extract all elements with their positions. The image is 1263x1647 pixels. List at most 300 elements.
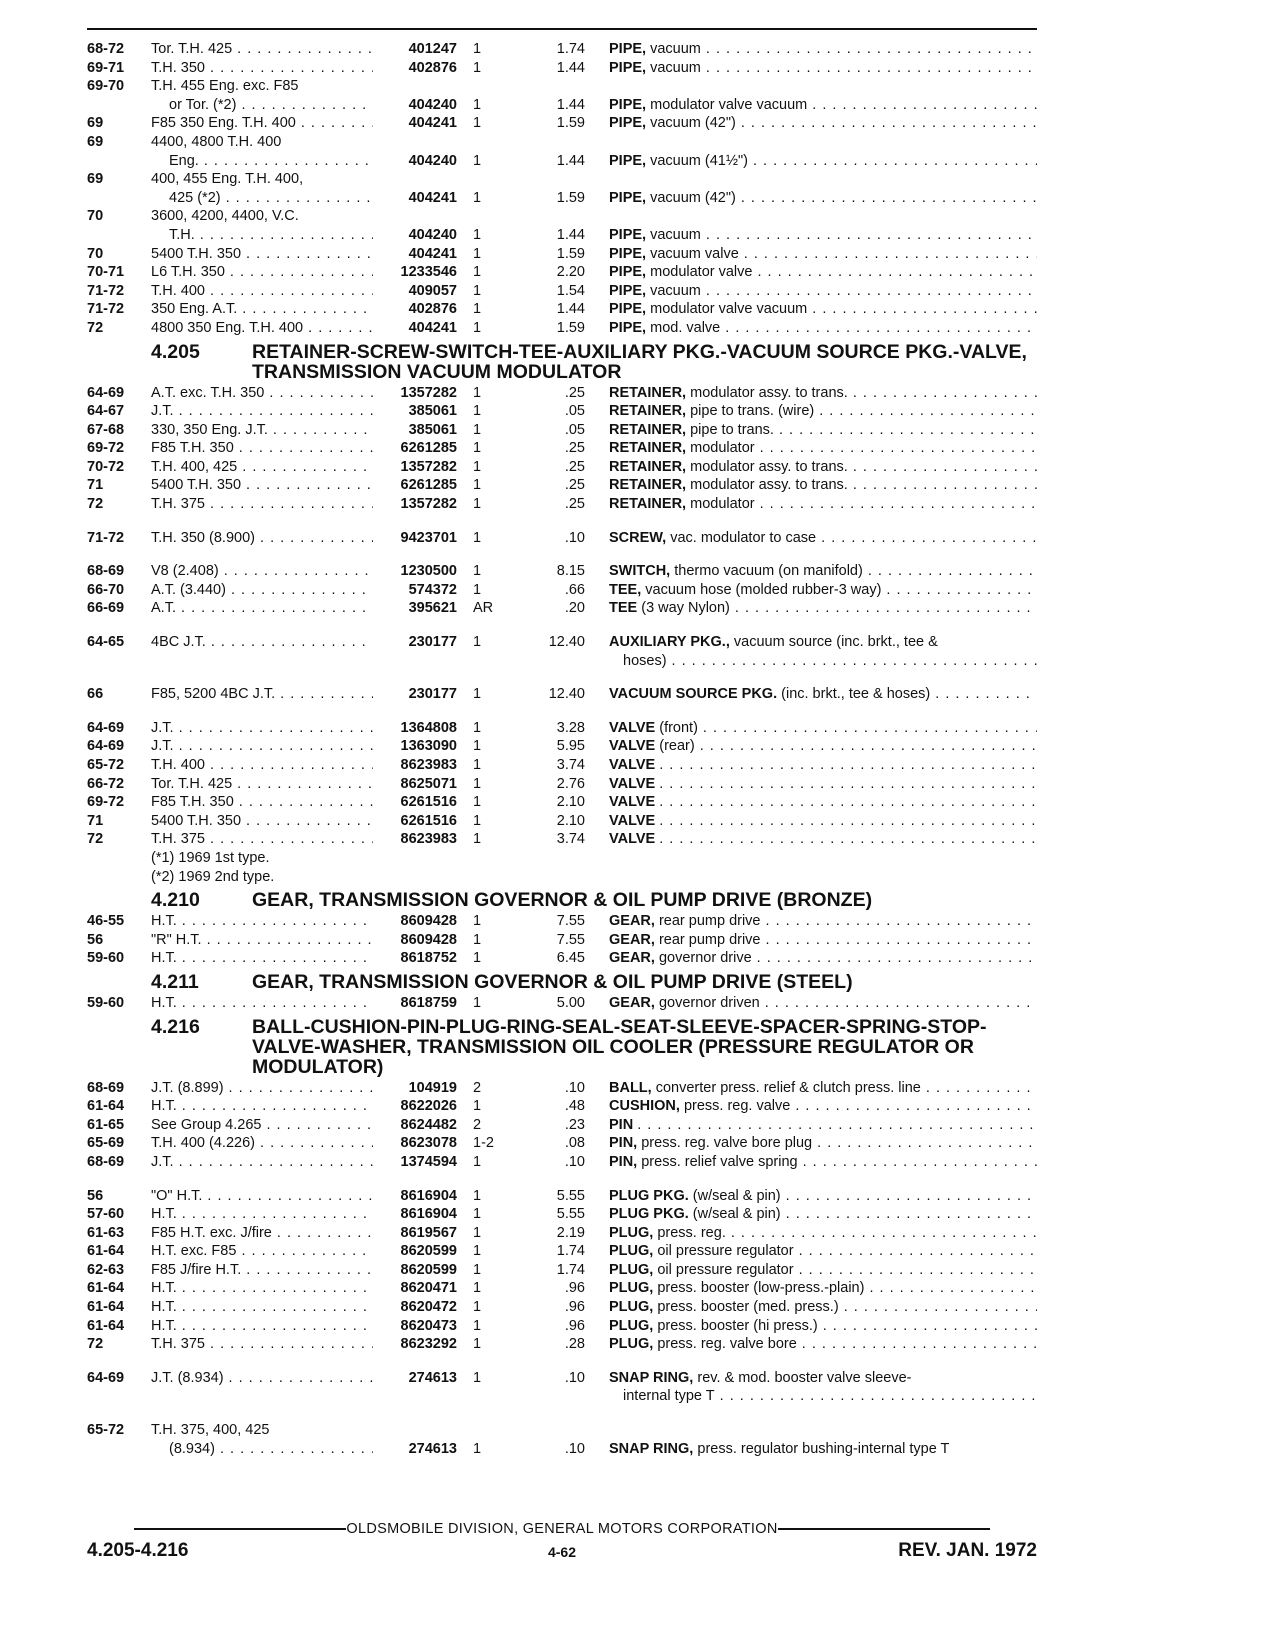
footer-page-number: 4-62 [547,1544,577,1560]
part-name: GEAR, [609,931,655,948]
quantity: 1 [473,757,482,773]
description [609,319,1037,338]
application: T.H. 400 . . . [151,282,373,301]
quantity: 1 [473,1098,482,1115]
price: .25 [564,496,585,513]
part-name: BALL, [609,1079,652,1096]
part-number: 8616904 [400,1206,457,1223]
part-name: RETAINER, [609,496,687,513]
part-number: 404240 [408,226,457,243]
part-row [87,1298,1037,1317]
part-number: 1357282 [400,384,457,401]
model-years: 69-72 [87,440,125,457]
application: F85 J/fire H.T. . . . [151,1261,373,1280]
part-row [87,775,1037,794]
model-years: 72 [87,831,104,848]
description [609,263,1037,282]
description [609,495,1037,514]
part-number: 9423701 [400,529,457,546]
part-row [87,282,1037,301]
part-name: SWITCH, [609,563,671,580]
part-name: RETAINER, [609,384,687,401]
quantity: 1 [473,775,482,792]
price: .25 [564,440,585,457]
part-name: PIN, [609,1135,638,1152]
part-row [87,1242,1037,1261]
part-name: PIPE, [609,226,647,243]
part-name: VALVE [609,719,656,736]
quantity: 1 [473,719,482,736]
part-detail: press. reg. valve bore [657,1336,797,1353]
quantity: 1 [473,1440,482,1457]
price: 8.15 [556,563,585,580]
description [609,529,1037,548]
part-detail: press. reg. valve [683,1098,791,1115]
quantity: 1 [473,264,482,281]
part-detail: modulator assy. to trans. [690,477,848,494]
part-number: 8625071 [400,775,457,792]
part-row [87,633,1037,652]
part-name: TEE [609,600,638,617]
description [609,384,1037,403]
price: .66 [564,581,585,598]
application: "O" H.T. . . . [151,1187,373,1206]
price: 1.44 [556,301,585,318]
part-number: 8616904 [400,1187,457,1204]
quantity: 1-2 [473,1135,494,1152]
part-number: 1363090 [400,738,457,755]
description [609,1279,1037,1298]
part-detail: modulator valve vacuum [650,301,808,318]
price: 3.74 [556,831,585,848]
description [609,562,1037,581]
part-name: PLUG PKG. [609,1206,689,1223]
part-row [87,1369,1037,1388]
part-detail: modulator [690,440,755,457]
part-name: PIN, [609,1153,638,1170]
price: 3.74 [556,757,585,773]
model-years: 72 [87,496,104,513]
quantity: 1 [473,529,482,546]
model-years: 59-60 [87,950,125,967]
quantity: 1 [473,440,482,457]
price: 2.10 [556,812,585,829]
part-detail: governor drive [658,950,752,967]
model-years: 62-63 [87,1261,125,1278]
spacer [87,670,1037,685]
quantity: 1 [473,282,482,299]
part-detail: (w/seal & pin) [692,1206,781,1223]
quantity: 1 [473,831,482,848]
model-years: 68-69 [87,1079,125,1096]
part-name: CUSHION, [609,1098,680,1115]
part-detail: (inc. brkt., tee & hoses) [781,686,931,703]
description [609,1369,1037,1388]
quantity: 1 [473,115,482,132]
footnote-text: (*1) 1969 1st type. [151,849,270,866]
description [609,40,1037,59]
application: A.T. (3.440) . . . [151,581,373,600]
description [609,1097,1037,1116]
part-name: PIPE, [609,319,647,336]
model-years: 66-70 [87,581,125,598]
description [609,96,1037,115]
part-detail: press. booster (med. press.) [657,1299,839,1316]
price: 2.76 [556,775,585,792]
price: .05 [564,421,585,438]
part-detail: press. regulator bushing-internal type T [697,1440,950,1457]
price: .25 [564,477,585,494]
part-number: 1233546 [400,264,457,281]
part-detail: vacuum [650,41,701,57]
model-years: 70 [87,245,104,262]
description [609,458,1037,477]
model-years: 61-64 [87,1243,125,1260]
model-years: 64-69 [87,1369,125,1386]
description [609,737,1037,756]
part-row [87,1279,1037,1298]
spacer [87,1172,1037,1187]
application: J.T. . . . [151,1153,373,1172]
quantity: 1 [473,421,482,438]
part-number: 8618759 [400,994,457,1011]
part-number: 8609428 [400,913,457,930]
model-years: 66 [87,686,104,703]
model-years: 68-69 [87,1153,125,1170]
part-row-continued [87,652,1037,671]
model-years: 68-72 [87,41,125,57]
part-detail: mod. valve [650,319,721,336]
part-row [87,1079,1037,1098]
model-years: 66-72 [87,775,125,792]
description [609,152,1037,171]
quantity: 2 [473,1079,482,1096]
quantity: 1 [473,1280,482,1297]
part-number: 8620472 [400,1299,457,1316]
section-heading [87,1017,1037,1077]
quantity: 1 [473,384,482,401]
part-detail: modulator valve [650,264,753,281]
application: T.H. 400 (4.226) . . . [151,1134,373,1153]
part-detail: oil pressure regulator [657,1261,794,1278]
quantity: 1 [473,59,482,76]
part-number: 8620599 [400,1243,457,1260]
quantity: 1 [473,1336,482,1353]
quantity: 1 [473,812,482,829]
part-number: 404241 [408,115,457,132]
model-years: 69-70 [87,78,125,95]
application: 5400 T.H. 350 . . . [151,812,373,831]
description [609,226,1037,245]
footer-section-range: 4.205-4.216 [87,1540,189,1561]
model-years: 69-72 [87,794,125,811]
part-row [87,912,1037,931]
quantity: 1 [473,152,482,169]
price: .25 [564,384,585,401]
quantity: 1 [473,950,482,967]
part-name: VALVE [609,812,656,829]
part-detail: vacuum hose (molded rubber-3 way) [645,581,882,598]
part-detail: press. reg. valve bore plug [641,1135,813,1152]
part-detail: press. reg. [657,1224,726,1241]
model-years: 56 [87,931,104,948]
price: 1.59 [556,245,585,262]
application: See Group 4.265 . . . [151,1116,373,1135]
part-detail: modulator [690,496,755,513]
part-number: 402876 [408,59,457,76]
top-rule [87,28,1037,30]
part-number: 8619567 [400,1224,457,1241]
part-row [87,77,1037,96]
application: J.T. (8.934) . . . [151,1369,373,1388]
part-row [87,245,1037,264]
part-name: VALVE [609,757,656,773]
part-detail: modulator valve vacuum [650,96,808,113]
part-name: PLUG, [609,1224,654,1241]
quantity: 1 [473,477,482,494]
quantity: 1 [473,1187,482,1204]
part-number: 404240 [408,96,457,113]
description [609,114,1037,133]
quantity: 1 [473,189,482,206]
price: .10 [564,1440,585,1457]
description [609,1224,1037,1243]
description [609,599,1037,618]
price: 7.55 [556,931,585,948]
application: T.H. 375 . . . [151,830,373,849]
application: J.T. . . . [151,719,373,738]
application: F85 T.H. 350 . . . [151,439,373,458]
part-name: PLUG, [609,1336,654,1353]
part-name: RETAINER, [609,458,687,475]
part-row [87,737,1037,756]
description [609,912,1037,931]
application: H.T. exc. F85 . . . [151,1242,373,1261]
application: (8.934) . . . [151,1440,373,1459]
footer-revision: REV. JAN. 1972 [898,1540,1037,1561]
part-number: 1230500 [400,563,457,580]
part-number: 1357282 [400,496,457,513]
part-row [87,263,1037,282]
part-row [87,1261,1037,1280]
application: H.T. . . . [151,994,373,1013]
application: T.H. 350 . . . [151,59,373,78]
description [609,189,1037,208]
part-number: 404240 [408,152,457,169]
model-years: 64-65 [87,634,125,651]
price: .05 [564,403,585,420]
model-years: 71-72 [87,301,125,318]
price: 5.55 [556,1206,585,1223]
part-name: PIPE, [609,115,647,132]
price: .28 [564,1336,585,1353]
footnote-text: (*2) 1969 2nd type. [151,868,275,885]
part-row [87,476,1037,495]
part-number: 1357282 [400,458,457,475]
application: 350 Eng. A.T. . . . [151,300,373,319]
part-detail: (front) [659,719,698,736]
application: 4800 350 Eng. T.H. 400 . . . [151,319,373,338]
application: H.T. . . . [151,1279,373,1298]
part-number: 574372 [408,581,457,598]
section-heading [87,890,1037,910]
description [609,775,1037,794]
price: .96 [564,1317,585,1334]
quantity: 1 [473,913,482,930]
description [609,282,1037,301]
model-years: 64-67 [87,403,125,420]
quantity: 1 [473,1206,482,1223]
description [609,1153,1037,1172]
part-number: 1364808 [400,719,457,736]
description [609,1242,1037,1261]
price: 2.19 [556,1224,585,1241]
part-row [87,226,1037,245]
application: or Tor. (*2) . . . [151,96,373,115]
quantity: 2 [473,1116,482,1133]
application: 330, 350 Eng. J.T. . . . [151,421,373,440]
part-detail: (w/seal & pin) [692,1187,781,1204]
description [609,633,1037,652]
spacer [87,514,1037,529]
part-row [87,1116,1037,1135]
application: H.T. . . . [151,1205,373,1224]
model-years: 72 [87,1336,104,1353]
model-years: 61-64 [87,1280,125,1297]
part-name: VACUUM SOURCE PKG. [609,686,778,703]
part-detail: modulator assy. to trans. [690,458,848,475]
price: 1.74 [556,1261,585,1278]
application: J.T. . . . [151,737,373,756]
model-years: 61-64 [87,1098,125,1115]
description [609,1187,1037,1206]
part-number: 409057 [408,282,457,299]
part-row [87,931,1037,950]
part-detail: rear pump drive [658,913,761,930]
part-number: 8623983 [400,831,457,848]
part-detail-continued: hoses) . . . [609,652,1037,671]
description [609,994,1037,1013]
description [609,1079,1037,1098]
part-detail: vacuum source (inc. brkt., tee & [733,634,938,651]
part-number: 8624482 [400,1116,457,1133]
part-row [87,793,1037,812]
part-row [87,421,1037,440]
application: Tor. T.H. 425 . . . [151,40,373,59]
part-detail: vacuum [650,59,701,76]
model-years: 61-64 [87,1317,125,1334]
part-row [87,1153,1037,1172]
description [609,1298,1037,1317]
description [609,793,1037,812]
price: 3.28 [556,719,585,736]
part-row [87,40,1037,59]
quantity: 1 [473,563,482,580]
part-detail: modulator assy. to trans. [690,384,848,401]
part-number: 8620471 [400,1280,457,1297]
application: 5400 T.H. 350 . . . [151,476,373,495]
price: 2.10 [556,794,585,811]
quantity: 1 [473,738,482,755]
part-detail: governor driven [658,994,760,1011]
part-detail: pipe to trans. (wire) [690,403,815,420]
price: 1.74 [556,1243,585,1260]
price: .10 [564,1153,585,1170]
model-years: 71-72 [87,529,125,546]
model-years: 61-65 [87,1116,125,1133]
price: 5.95 [556,738,585,755]
part-row [87,599,1037,618]
quantity: 1 [473,794,482,811]
application: "R" H.T. . . . [151,931,373,950]
part-detail: vacuum (41½") [650,152,748,169]
part-name: AUXILIARY PKG., [609,634,730,651]
part-name: RETAINER, [609,440,687,457]
part-number: 404241 [408,189,457,206]
model-years: 69-71 [87,59,125,76]
part-name: RETAINER, [609,477,687,494]
price: 2.20 [556,264,585,281]
part-name: PIPE, [609,59,647,76]
description [609,685,1037,704]
price: 1.59 [556,319,585,336]
application: J.T. (8.899) . . . [151,1079,373,1098]
part-detail: rev. & mod. booster valve sleeve- [697,1369,912,1386]
application: F85 H.T. exc. J/fire . . . [151,1224,373,1243]
part-number: 8609428 [400,931,457,948]
model-years: 72 [87,319,104,336]
quantity: 1 [473,994,482,1011]
application: H.T. . . . [151,1097,373,1116]
application: T.H. 375 . . . [151,495,373,514]
description [609,1317,1037,1336]
part-name: PLUG, [609,1243,654,1260]
footer-company-text: OLDSMOBILE DIVISION, GENERAL MOTORS CORPORATION [346,1521,778,1537]
quantity: 1 [473,1299,482,1316]
price: .10 [564,1369,585,1386]
part-name: PIPE, [609,301,647,318]
price: 1.44 [556,152,585,169]
price: 1.44 [556,226,585,243]
part-number: 8623983 [400,757,457,773]
part-detail: vacuum valve [650,245,739,262]
description [609,1261,1037,1280]
part-number: 8620599 [400,1261,457,1278]
description [609,1440,1037,1459]
part-name: TEE, [609,581,642,598]
part-row [87,562,1037,581]
footer-rule-right [778,1528,990,1530]
description [609,1205,1037,1224]
part-row [87,581,1037,600]
model-years: 71 [87,812,104,829]
price: 12.40 [548,634,585,651]
part-detail: oil pressure regulator [657,1243,794,1260]
part-row [87,685,1037,704]
quantity: 1 [473,1224,482,1241]
part-row [87,495,1037,514]
model-years: 64-69 [87,719,125,736]
part-number: 385061 [408,421,457,438]
model-years: 67-68 [87,421,125,438]
part-row [87,96,1037,115]
price: 7.55 [556,913,585,930]
part-detail: rear pump drive [658,931,761,948]
part-detail: press. booster (low-press.-plain) [657,1280,865,1297]
part-number: 401247 [408,41,457,57]
description [609,421,1037,440]
quantity: 1 [473,458,482,475]
